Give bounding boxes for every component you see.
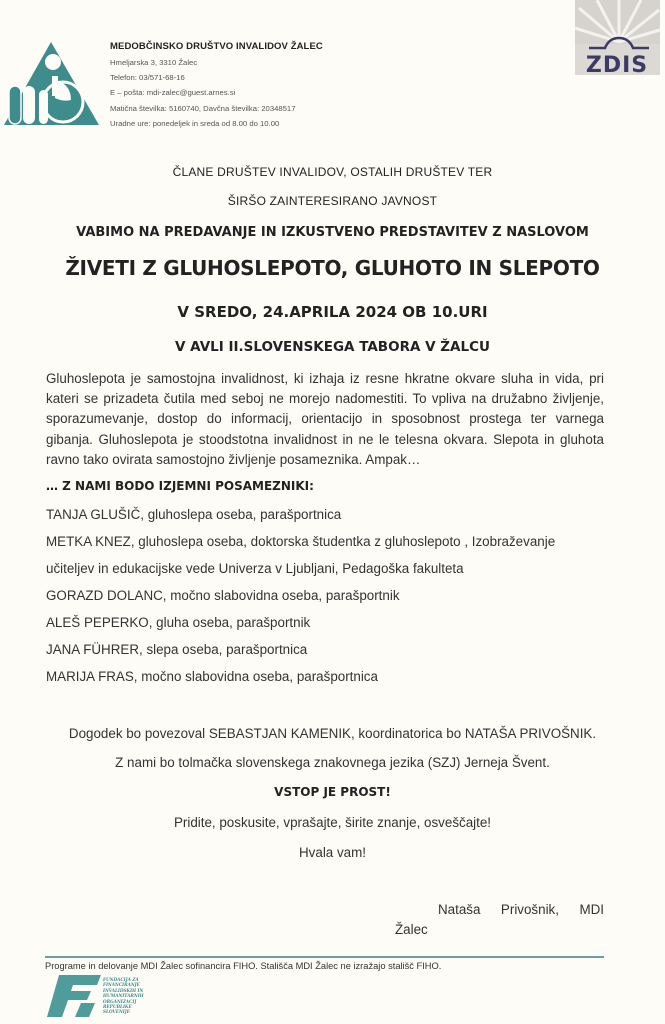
org-phone: Telefon: 03/571-68-16 <box>110 73 185 82</box>
guest-item: GORAZD DOLANC, močno slabovidna oseba, parašportnik <box>46 588 400 603</box>
org-email: E – pošta: mdi-zalec@guest.arnes.si <box>110 88 236 97</box>
guest-item: ALEŠ PEPERKO, gluha oseba, parašportnik <box>46 615 311 630</box>
guest-item: JANA FÜHRER, slepa oseba, parašportnica <box>46 642 308 657</box>
paragraph-line: kateri se prizadeta čutila med seboj ne morejo nadomestiti. To vpliva na družabno življenje, <box>46 391 604 407</box>
thanks: Hvala vam! <box>299 845 366 860</box>
mdi-zalec-logo <box>3 40 100 126</box>
paragraph-line: gibanja. Gluhoslepota je stoodstotna invalidnost in ne le telesna okvara. Slepota in gluhota <box>46 431 604 447</box>
fiho-logo <box>45 973 103 1019</box>
org-name: MEDOBČINSKO DRUŠTVO INVALIDOV ŽALEC <box>110 41 323 52</box>
zdis-logo-text: ZDIS <box>585 53 649 75</box>
mdi-zalec-logo-icon <box>3 40 100 126</box>
zdis-logo-icon <box>575 0 660 75</box>
event-date: V SREDO, 24.APRILA 2024 OB 10.URI <box>177 303 488 321</box>
signature-line-2: Žalec <box>395 922 428 937</box>
signature-word: Nataša <box>438 902 481 917</box>
fiho-text-line: HUMANITARNIH <box>103 993 144 999</box>
fiho-text-line: FINANCIRANJE <box>103 982 140 988</box>
footer-divider <box>45 956 604 958</box>
interpreter-line: Z nami bo tolmačka slovenskega znakovnega jezika (SZJ) Jerneja Švent. <box>115 755 550 770</box>
free-entry: VSTOP JE PROST! <box>274 785 391 799</box>
footer-text: Programe in delovanje MDI Žalec sofinancira FIHO. Stališča MDI Žalec ne izražajo stališč FIHO. <box>45 961 442 971</box>
fiho-text-line: INVALIDSKIH IN <box>103 987 144 993</box>
paragraph-line: ravno tako ovirata samostojno življenje posameznika. Ampak… <box>46 451 421 467</box>
call-to-action: Pridite, poskusite, vprašajte, širite znanje, osveščajte! <box>173 815 492 830</box>
guest-item-continuation: učiteljev in edukacijske vede Univerza v Ljubljani, Pedagoška fakulteta <box>46 561 464 576</box>
signature-word: MDI <box>579 902 604 917</box>
fiho-text-line: SLOVENIJE <box>103 1009 130 1015</box>
fiho-text-line: ORGANIZACIJ <box>103 998 137 1004</box>
addressees-line-2: ŠIRŠO ZAINTERESIRANO JAVNOST <box>227 194 438 208</box>
fiho-text-line: FUNDACIJA ZA <box>103 977 139 982</box>
guest-item: METKA KNEZ, gluhoslepa oseba, doktorska študentka z gluhoslepoto , Izobraževanje <box>46 534 556 549</box>
event-location: V AVLI II.SLOVENSKEGA TABORA V ŽALCU <box>175 339 490 355</box>
addressees-line-1: ČLANE DRUŠTEV INVALIDOV, OSTALIH DRUŠTEV TER <box>172 165 493 179</box>
event-title: ŽIVETI Z GLUHOSLEPOTO, GLUHOTO IN SLEPOTO <box>65 256 600 280</box>
invite-intro: VABIMO NA PREDAVANJE IN IZKUSTVENO PREDSTAVITEV Z NASLOVOM <box>76 225 589 240</box>
fiho-text-line: REPUBLIKE <box>103 1004 132 1010</box>
moderator-line: Dogodek bo povezoval SEBASTJAN KAMENIK, koordinatorica bo NATAŠA PRIVOŠNIK. <box>68 726 597 741</box>
paragraph-line: Gluhoslepota je samostojna invalidnost, ki izhaja iz resne hkratne okvare sluha in vida, pri <box>46 371 604 386</box>
guest-item: MARIJA FRAS, močno slabovidna oseba, parašportnica <box>46 669 378 684</box>
signature-line-1 <box>438 902 604 917</box>
org-address: Hmeljarska 3, 3310 Žalec <box>110 58 198 67</box>
zdis-logo <box>575 0 660 75</box>
description-paragraph <box>46 369 604 470</box>
guest-item: TANJA GLUŠIČ, gluhoslepa oseba, parašportnica <box>46 507 342 522</box>
fiho-logo-text <box>103 977 144 1015</box>
paragraph-line: sporazumevanje, dostop do informacij, orientacijo in sposobnost prostega ter varnega <box>46 411 604 427</box>
guests-label: … Z NAMI BODO IZJEMNI POSAMEZNIKI: <box>46 479 314 493</box>
fiho-logo-icon <box>45 973 103 1019</box>
org-office-hours: Uradne ure: ponedeljek in sreda od 8.00 do 10.00 <box>110 119 280 128</box>
org-registration: Matična številka: 5160740, Davčna številka: 20348517 <box>110 104 296 113</box>
signature-word: Privošnik, <box>500 902 559 917</box>
